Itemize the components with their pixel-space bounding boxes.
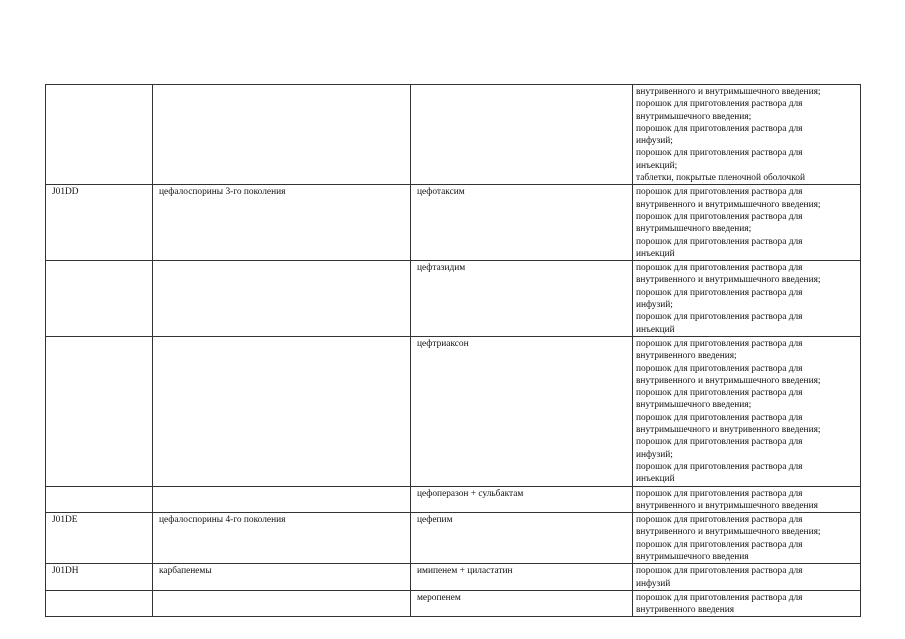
dosage-form-line: порошок для приготовления раствора для [636,211,803,222]
dosage-form-line: порошок для приготовления раствора для [636,99,803,110]
dosage-form-line: порошок для приготовления раствора для [636,592,803,603]
atc-code-cell: J01DH [46,564,153,591]
dosage-form-line: внутривенного и внутримышечного введения; [636,375,821,386]
drug-list-table-body [46,85,861,617]
table-row [46,590,861,617]
dosage-form-line: внутримышечного и внутривенного введения; [636,425,821,436]
atc-code-cell [46,590,153,617]
table-row [46,261,861,337]
dosage-form-line: внутривенного и внутримышечного введения; [636,87,821,97]
drug-name-cell [411,85,633,185]
dosage-form-line: порошок для приготовления раствора для [636,566,803,577]
atc-code-cell [46,85,153,185]
dosage-forms-cell [633,185,861,261]
atc-code-cell: J01DE [46,513,153,564]
table-row [46,564,861,591]
dosage-form-line: внутримышечного введения; [636,111,752,122]
drug-group-cell: цефалоспорины 3-го поколения [153,185,411,261]
drug-name-cell: цефтазидим [411,261,633,337]
dosage-form-line: инъекций; [636,160,678,171]
dosage-forms-cell [633,590,861,617]
table-row [46,486,861,513]
drug-name-cell: цефотаксим [411,185,633,261]
drug-name-cell: цефепим [411,513,633,564]
drug-name-cell: меропенем [411,590,633,617]
dosage-form-line: внутривенного и внутримышечного введения; [636,527,821,538]
dosage-form-line: внутривенного и внутримышечного введения; [636,275,821,286]
dosage-form-line: внутримышечного введения; [636,400,752,411]
drug-name-cell: цефоперазон + сульбактам [411,486,633,513]
dosage-form-line: таблетки, покрытые пленочной оболочкой [636,173,805,184]
dosage-form-line: порошок для приготовления раствора для [636,287,803,298]
dosage-forms-cell [633,261,861,337]
dosage-form-line: порошок для приготовления раствора для [636,412,803,423]
atc-code-cell: J01DD [46,185,153,261]
drug-name-cell: цефтриаксон [411,336,633,486]
dosage-form-line: порошок для приготовления раствора для [636,187,803,198]
dosage-form-line: порошок для приготовления раствора для [636,437,803,448]
dosage-forms-cell [633,336,861,486]
dosage-form-line: внутримышечного введения [636,551,749,562]
dosage-form-line: порошок для приготовления раствора для [636,123,803,134]
dosage-form-line: порошок для приготовления раствора для [636,461,803,472]
drug-group-cell [153,85,411,185]
dosage-form-line: порошок для приготовления раствора для [636,312,803,323]
dosage-form-line: порошок для приготовления раствора для [636,388,803,399]
atc-code-cell [46,261,153,337]
dosage-forms-cell [633,85,861,185]
table-row [46,85,861,185]
dosage-form-line: инфузий; [636,300,673,311]
dosage-form-line: инъекций [636,248,675,259]
drug-list-table [45,84,861,617]
dosage-form-line: порошок для приготовления раствора для [636,338,803,349]
dosage-form-line: инфузий; [636,449,673,460]
drug-group-cell: цефалоспорины 4-го поколения [153,513,411,564]
drug-group-cell: карбапенемы [153,564,411,591]
dosage-forms-cell [633,513,861,564]
drug-group-cell [153,336,411,486]
table-row [46,336,861,486]
dosage-form-line: внутривенного введения; [636,351,737,362]
dosage-form-line: порошок для приготовления раствора для [636,488,803,499]
dosage-form-line: порошок для приготовления раствора для [636,363,803,374]
table-row [46,185,861,261]
dosage-form-line: инъекций [636,474,675,485]
drug-group-cell [153,486,411,513]
drug-group-cell [153,590,411,617]
dosage-form-line: порошок для приготовления раствора для [636,148,803,159]
dosage-form-line: порошок для приготовления раствора для [636,263,803,274]
dosage-form-line: инфузий; [636,136,673,147]
dosage-forms-cell [633,564,861,591]
table-row [46,513,861,564]
dosage-form-line: порошок для приготовления раствора для [636,236,803,247]
dosage-form-line: внутримышечного введения; [636,224,752,235]
atc-code-cell [46,486,153,513]
dosage-form-line: внутривенного и внутримышечного введения; [636,199,821,210]
atc-code-cell [46,336,153,486]
drug-group-cell [153,261,411,337]
dosage-form-line: внутривенного введения [636,605,735,616]
dosage-form-line: инфузий [636,578,671,589]
dosage-form-line: порошок для приготовления раствора для [636,515,803,526]
dosage-form-line: порошок для приготовления раствора для [636,539,803,550]
dosage-forms-cell [633,486,861,513]
dosage-form-line: инъекций [636,324,675,335]
dosage-form-line: внутривенного и внутримышечного введения [636,500,818,511]
drug-name-cell: имипенем + циластатин [411,564,633,591]
